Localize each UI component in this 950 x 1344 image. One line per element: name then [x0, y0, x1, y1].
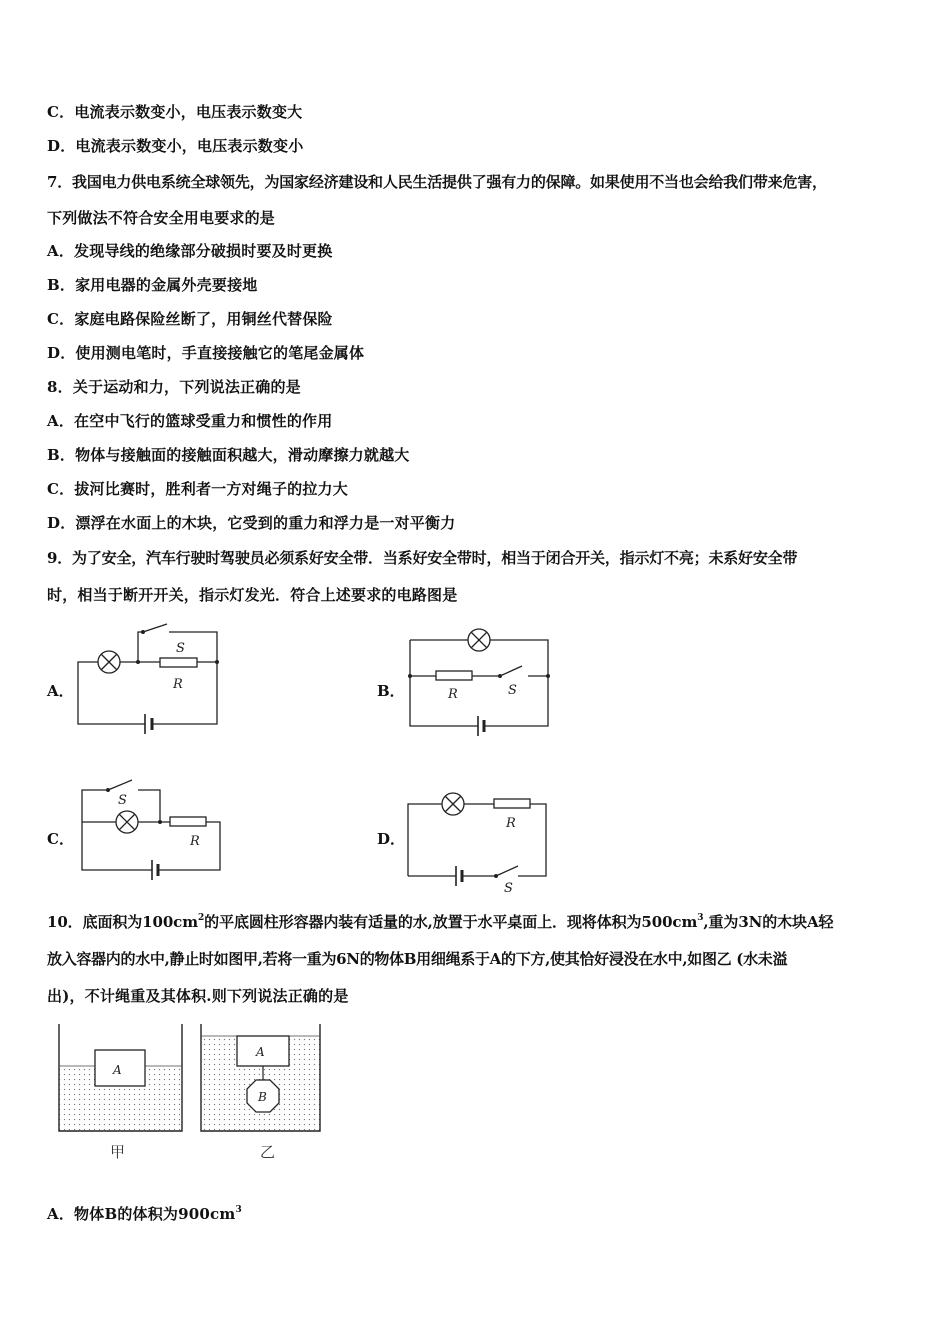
q8-option-b: B．物体与接触面的接触面积越大，滑动摩擦力就越大 [47, 446, 410, 464]
q10-stem-line2: 放入容器内的水中,静止时如图甲,若将一重为6N的物体B用细绳系于A的下方,使其恰好浸没在水中,如图乙 (水未溢 [47, 950, 788, 968]
q10-container-figures [48, 1018, 338, 1168]
switch-label: S [118, 793, 127, 808]
q10-option-a-text: A．物体B的体积为900cm [47, 1205, 236, 1223]
q8-option-d: D．漂浮在水面上的木块，它受到的重力和浮力是一对平衡力 [47, 514, 456, 532]
q9-circuit-b [400, 620, 560, 748]
q7-option-d: D．使用测电笔时，手直接接触它的笔尾金属体 [47, 344, 365, 362]
q10-stem-line1-part1: 10．底面积为100cm [47, 913, 198, 931]
q10-option-a [47, 1204, 242, 1224]
q10-superscript: 3 [235, 1205, 242, 1215]
resistor-label: R [173, 677, 183, 692]
block-a-label: A [113, 1063, 122, 1077]
q10-stem-line3: 出)，不计绳重及其体积.则下列说法正确的是 [47, 987, 349, 1005]
q10-stem-line1-part2: 的平底圆柱形容器内装有适量的水,放置于水平桌面上．现将体积为500cm [204, 913, 698, 931]
q7-stem-line2: 下列做法不符合安全用电要求的是 [47, 209, 276, 227]
switch-label: S [176, 641, 185, 656]
q8-option-a: A．在空中飞行的篮球受重力和惯性的作用 [47, 412, 333, 430]
q8-option-c: C．拔河比赛时，胜利者一方对绳子的拉力大 [47, 480, 348, 498]
q10-stem-line1 [47, 912, 833, 932]
q9-circuit-c [72, 770, 232, 898]
switch-label: S [504, 881, 513, 896]
q6-option-c: C．电流表示数变小，电压表示数变大 [47, 103, 303, 121]
q9-circuit-a [70, 618, 230, 746]
q7-stem-line1: 7．我国电力供电系统全球领先，为国家经济建设和人民生活提供了强有力的保障。如果使用不当也会给我们带来危害， [47, 173, 827, 191]
resistor-label: R [190, 834, 200, 849]
q7-option-c: C．家庭电路保险丝断了，用铜丝代替保险 [47, 310, 333, 328]
q9-circuit-d [400, 782, 560, 898]
switch-label: S [508, 683, 517, 698]
figure-label-yi: 乙 [260, 1143, 276, 1161]
q7-option-a: A．发现导线的绝缘部分破损时要及时更换 [47, 242, 333, 260]
q10-superscript: 3 [697, 913, 704, 923]
q10-superscript: 2 [198, 913, 205, 923]
q9-option-d-label: D． [377, 830, 406, 848]
q9-stem-line1: 9．为了安全，汽车行驶时驾驶员必须系好安全带．当系好安全带时，相当于闭合开关，指示灯不亮；未系好安全带 [47, 549, 798, 567]
q9-stem-line2: 时，相当于断开开关，指示灯发光．符合上述要求的电路图是 [47, 586, 458, 604]
q10-stem-line1-part3: ,重为3N的木块A轻 [703, 913, 834, 931]
q6-option-d: D．电流表示数变小，电压表示数变小 [47, 137, 304, 155]
resistor-label: R [448, 687, 458, 702]
resistor-label: R [506, 816, 516, 831]
figure-label-jia: 甲 [110, 1143, 126, 1161]
q9-option-a-label: A． [47, 682, 74, 700]
q9-option-b-label: B． [377, 682, 405, 700]
block-b-label: B [258, 1090, 267, 1104]
q7-option-b: B．家用电器的金属外壳要接地 [47, 276, 258, 294]
q9-option-c-label: C． [47, 830, 74, 848]
q8-stem: 8．关于运动和力，下列说法正确的是 [47, 378, 301, 396]
block-a-label: A [256, 1045, 265, 1059]
